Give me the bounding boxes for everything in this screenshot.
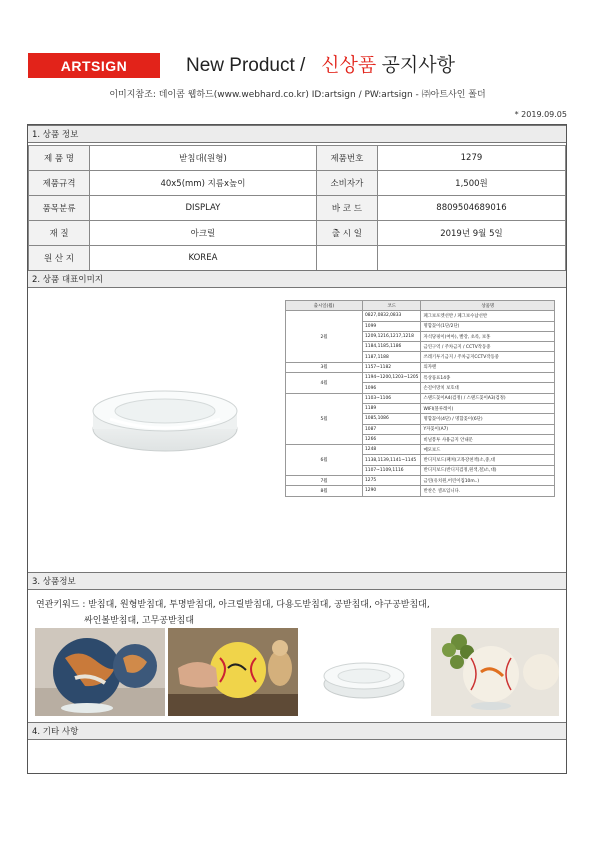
chart-row <box>286 311 555 321</box>
chart-product-cell: 금연구역 / 주차금지 / CCTV작동중 <box>421 342 555 352</box>
chart-header-month: 출시일(월) <box>286 301 363 311</box>
chart-code-cell: 1266 <box>363 434 421 444</box>
chart-code-cell: 1290 <box>363 486 421 496</box>
chart-code-cell: 1107~1109,1116 <box>363 465 421 475</box>
chart-code-cell: 1138,1139,1141~1145 <box>363 455 421 465</box>
chart-product-cell: 자석당핑이(여아), 빨강, 초록, 보홍 <box>421 331 555 341</box>
product-no-value: 1279 <box>377 146 565 171</box>
category-label: 품목분류 <box>29 196 90 221</box>
chart-product-cell: 반디지보드(반디지검정,원색,철)소,대) <box>421 465 555 475</box>
chart-code-cell: 1085,1086 <box>363 414 421 424</box>
chart-month-cell: 4월 <box>286 373 363 394</box>
spec-label: 제품규격 <box>29 171 90 196</box>
chart-product-cell: 비닐봉투 사용금지 안내문 <box>421 434 555 444</box>
release-value: 2019년 9월 5일 <box>377 221 565 246</box>
chart-product-cell: 명함꽂이(4단) / 명함꽂이(6단) <box>421 414 555 424</box>
chart-code-cell: 0827,0832,0833 <box>363 311 421 321</box>
barcode-label: 바 코 드 <box>316 196 377 221</box>
chart-header-product: 상품명 <box>421 301 555 311</box>
title-prefix: New Product / <box>186 55 306 76</box>
chart-month-cell: 2월 <box>286 311 363 362</box>
material-label: 재 질 <box>29 221 90 246</box>
chart-product-cell: 의자랜 <box>421 362 555 372</box>
release-label: 출 시 일 <box>316 221 377 246</box>
chart-product-cell: 메모보드 <box>421 445 555 455</box>
product-sheet <box>27 124 567 774</box>
chart-code-cell: 1087 <box>363 424 421 434</box>
product-info-table <box>28 145 566 271</box>
image-reference: 이미지참조: 데이콤 웹하드(www.webhard.co.kr) ID:artsign / PW:artsign - ㈜아트사인 폴더 <box>109 90 486 100</box>
name-label: 제 품 명 <box>29 146 90 171</box>
origin-value: KOREA <box>90 246 317 271</box>
photo-hand-holding-signed-ball <box>168 628 298 716</box>
chart-product-cell: Y자꽂이(A7) <box>421 424 555 434</box>
chart-row <box>286 445 555 455</box>
chart-code-cell: 1194~1200,1203~1205 <box>363 373 421 383</box>
chart-product-cell: 금연(유치원,어린이집10m..) <box>421 476 555 486</box>
chart-month-cell: 5월 <box>286 393 363 444</box>
product-no-label: 제품번호 <box>316 146 377 171</box>
chart-product-cell: 명함꽂이(1단/2단) <box>421 321 555 331</box>
keywords-line-2: 싸인볼받침대, 고무공받침대 <box>84 616 195 626</box>
photo-globe-on-stand <box>35 628 165 716</box>
chart-product-cell: 폐그보포켓선반 / 폐그보수납선반 <box>421 311 555 321</box>
artsign-logo: ARTSIGN <box>28 53 160 78</box>
chart-code-cell: 1184,1185,1186 <box>363 342 421 352</box>
title-highlight: 신상품 <box>321 55 377 76</box>
chart-row <box>286 476 555 486</box>
document-date: * 2019.09.05 <box>514 110 567 119</box>
name-value: 받침대(원형) <box>90 146 317 171</box>
acrylic-tray-image <box>90 389 240 453</box>
chart-code-cell: 1096 <box>363 383 421 393</box>
chart-month-cell: 7월 <box>286 476 363 486</box>
chart-code-cell: 1187,1188 <box>363 352 421 362</box>
chart-code-cell: 1248 <box>363 445 421 455</box>
section-other: 4. 기타 사항 <box>28 722 566 740</box>
chart-row <box>286 362 555 372</box>
representative-image-area <box>28 289 566 572</box>
page-title <box>186 50 455 77</box>
release-chart <box>285 300 555 497</box>
chart-row <box>286 486 555 496</box>
chart-product-cell: 쓰레기투기금지 / 주차금지CCTV작동중 <box>421 352 555 362</box>
chart-month-cell: 8월 <box>286 486 363 496</box>
section-product-info: 1. 상품 정보 <box>28 125 566 143</box>
product-photos <box>35 628 559 716</box>
chart-product-cell: 반찬은 셀프입니다. <box>421 486 555 496</box>
photo-baseball-on-stand <box>431 628 559 716</box>
category-value: DISPLAY <box>90 196 317 221</box>
chart-code-cell: 1189 <box>363 403 421 413</box>
chart-product-cell: 손걸이망치 보호대 <box>421 383 555 393</box>
photo-acrylic-ring-stand <box>301 628 428 716</box>
material-value: 아크릴 <box>90 221 317 246</box>
chart-product-cell: 스탠드꽂이A4(검정) / 스탠드꽂이A3(검정) <box>421 393 555 403</box>
chart-product-cell: WIFI(블루레이) <box>421 403 555 413</box>
price-value: 1,500원 <box>377 171 565 196</box>
origin-label: 원 산 지 <box>29 246 90 271</box>
chart-month-cell: 3월 <box>286 362 363 372</box>
spec-value: 40x5(mm) 지름x높이 <box>90 171 317 196</box>
chart-row <box>286 373 555 383</box>
chart-code-cell: 1099 <box>363 321 421 331</box>
chart-code-cell: 1103~1106 <box>363 393 421 403</box>
chart-code-cell: 1275 <box>363 476 421 486</box>
empty-value <box>377 246 565 271</box>
chart-product-cell: 특상품표14종 <box>421 373 555 383</box>
keywords-line-1: 연관키워드 : 받침대, 원형받침대, 투명받침대, 아크릴받침대, 다용도받침대, 공받침대, 야구공받침대, <box>36 600 430 610</box>
chart-month-cell: 6월 <box>286 445 363 476</box>
price-label: 소비자가 <box>316 171 377 196</box>
chart-code-cell: 1157~1182 <box>363 362 421 372</box>
chart-header-code: 코드 <box>363 301 421 311</box>
section-representative-image: 2. 상품 대표이미지 <box>28 270 566 288</box>
empty-label <box>316 246 377 271</box>
barcode-value: 8809504689016 <box>377 196 565 221</box>
chart-row <box>286 393 555 403</box>
title-suffix: 공지사항 <box>381 55 455 76</box>
section-product-details: 3. 상품정보 <box>28 572 566 590</box>
chart-product-cell: 반디지보드(패쳐(고목강쳔젝)소,중,대 <box>421 455 555 465</box>
related-keywords <box>36 597 556 629</box>
chart-code-cell: 1209,1216,1217,1218 <box>363 331 421 341</box>
